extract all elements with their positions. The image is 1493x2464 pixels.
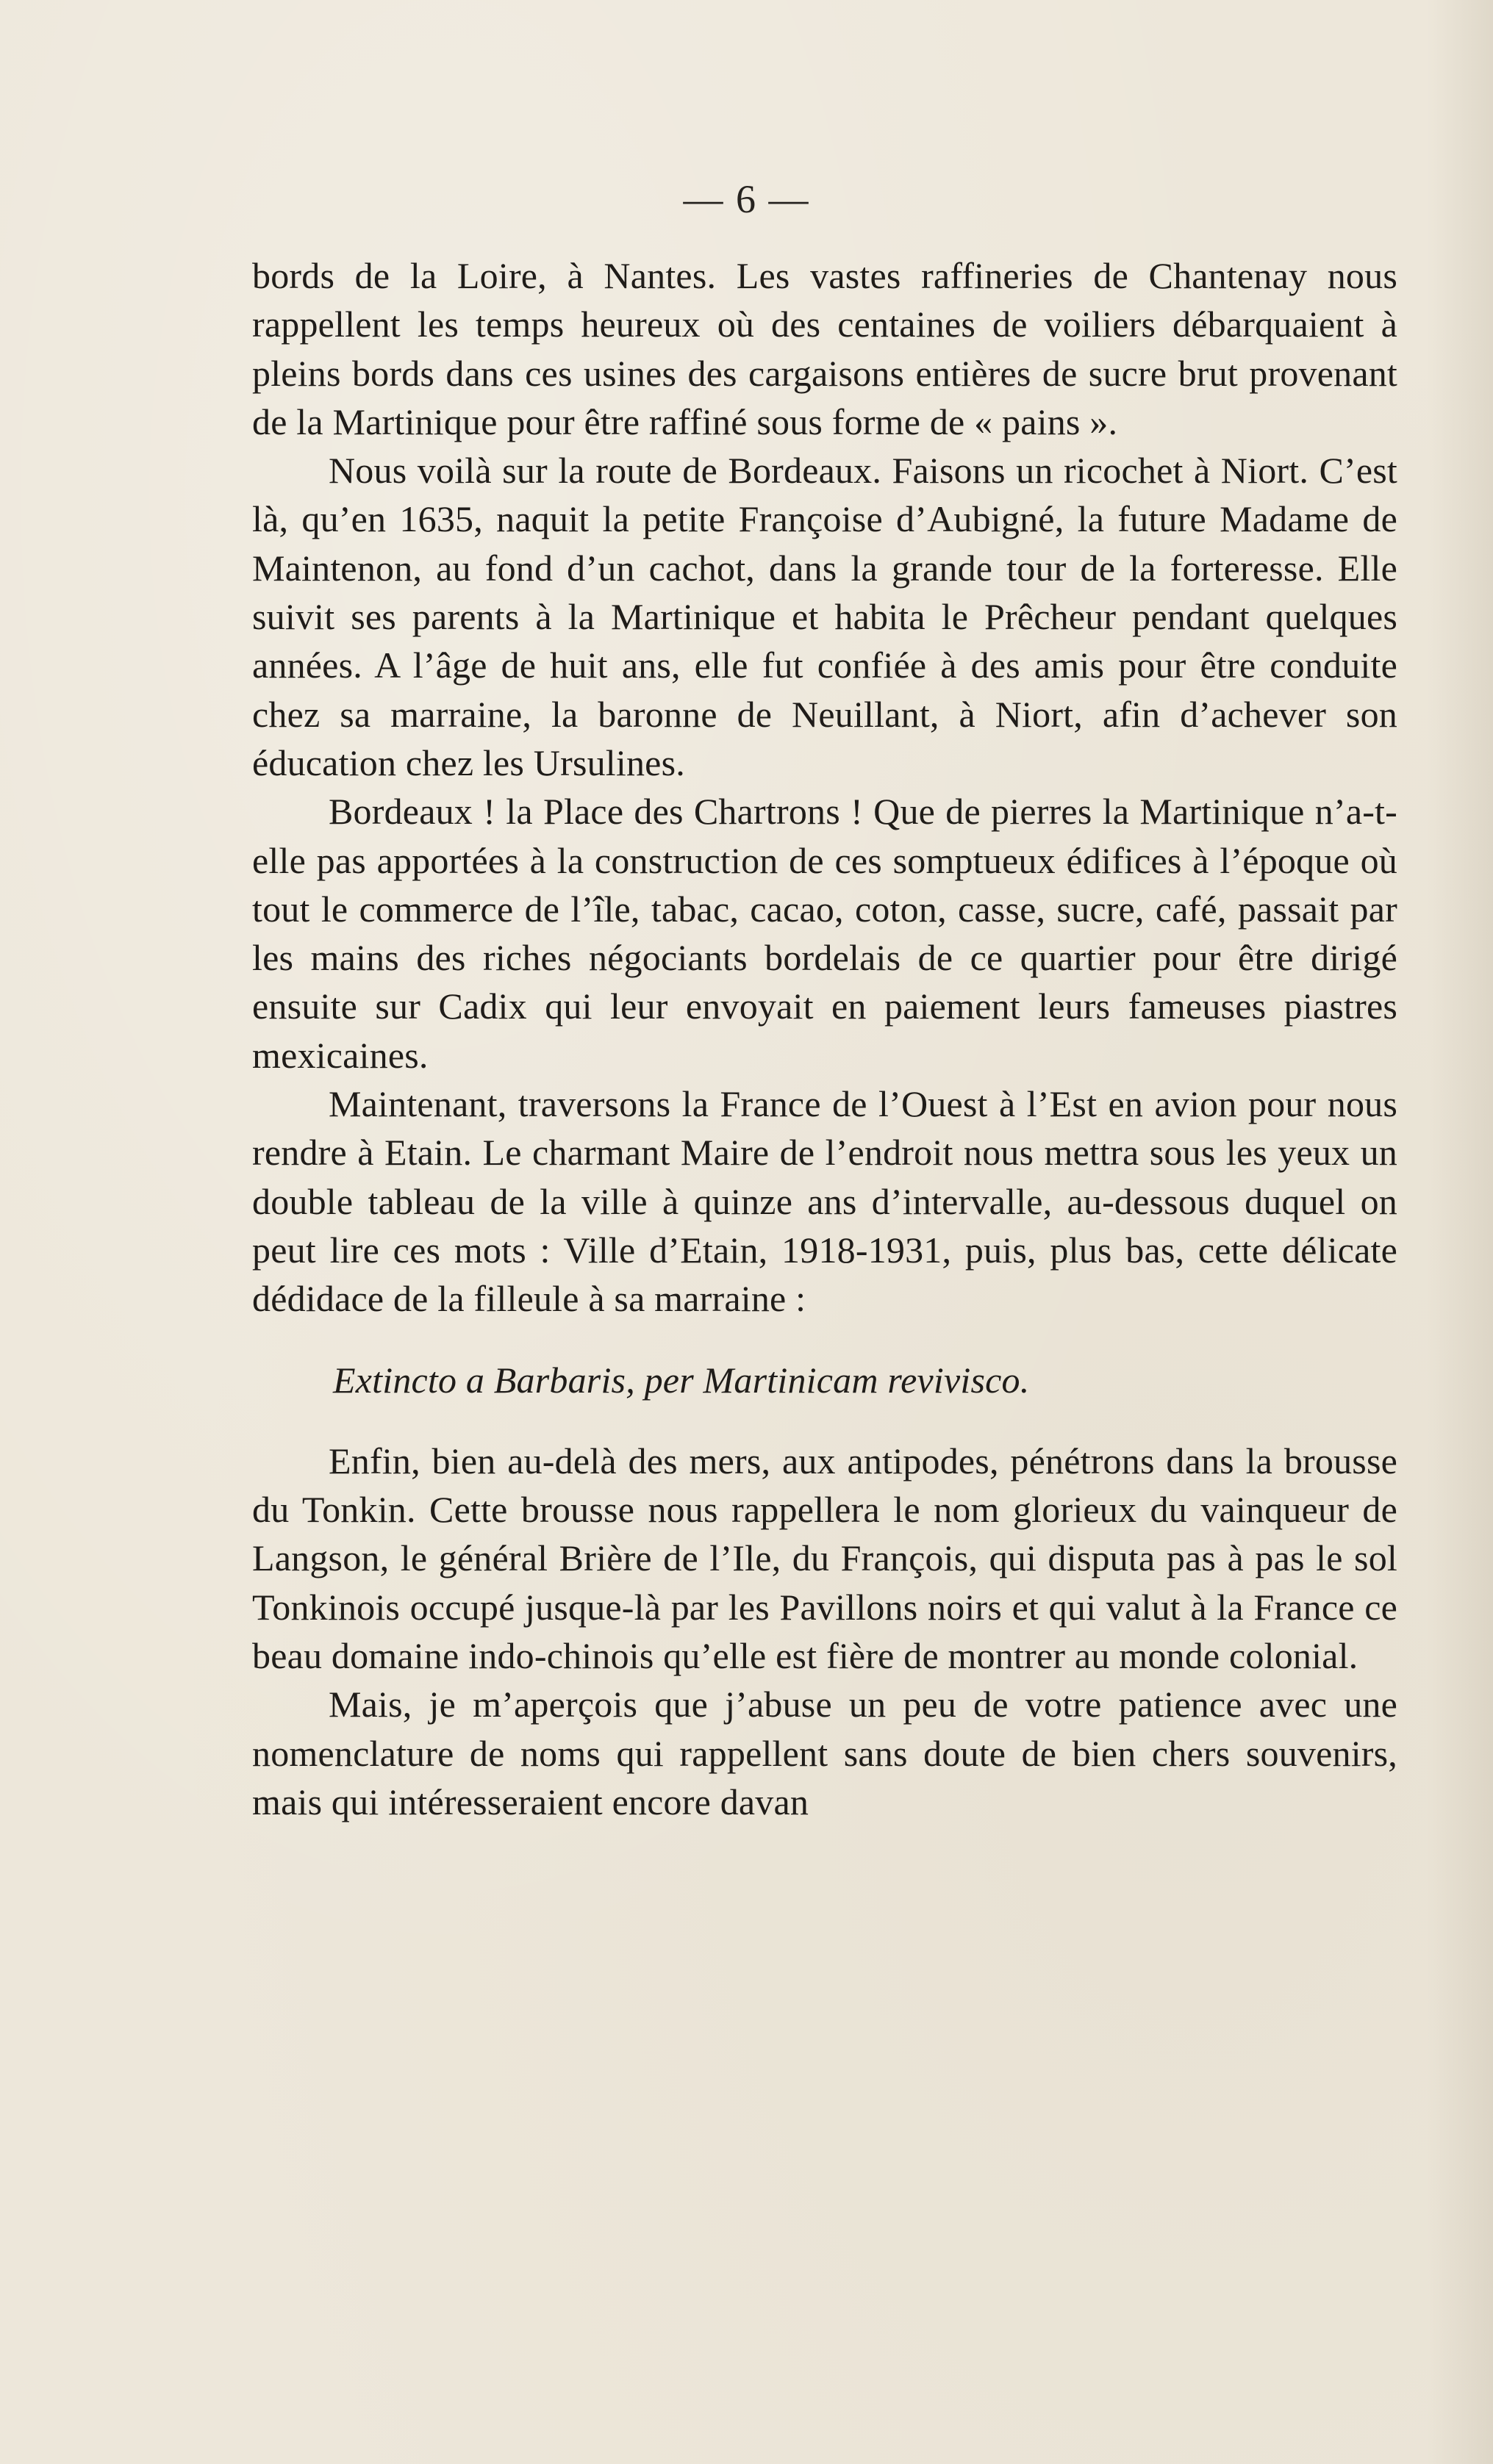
body-text — [252, 251, 1397, 1826]
paragraph-closing: Mais, je m’aperçois que j’abuse un peu de votre patience avec une nomenclature de noms qui rappellent sans doute de bien chers souvenirs, mais qui intéresseraient encore davan — [252, 1684, 1397, 1822]
page-number: — 6 — — [683, 177, 810, 221]
paragraph-niort: Nous voilà sur la route de Bordeaux. Faisons un ricochet à Niort. C’est là, qu’en 1635, naquit la petite Françoise d’Aubigné, la future Madame de Maintenon, au fond d’un cachot, dans la grande tour de la forteresse. Elle suivit ses parents à la Martinique et habita le Prêcheur pendant quelques années. A l’âge de huit ans, elle fut confiée à des amis pour être conduite chez sa marraine, la baronne de Neuillant, à Niort, afin d’achever son éducation chez les Ursulines. — [252, 450, 1397, 783]
paragraph-tonkin: Enfin, bien au-delà des mers, aux antipodes, pénétrons dans la brousse du Tonkin. Cette brousse nous rappellera le nom glorieux du vainqueur de Langson, le général Brière de l’Ile, du François, qui disputa pas à pas le sol Tonkinois occupé jusque-là par les Pavillons noirs et qui valut à la France ce beau domaine indo-chinois qu’elle est fière de montrer au monde colonial. — [252, 1440, 1397, 1677]
paragraph-nantes: bords de la Loire, à Nantes. Les vastes raffineries de Chantenay nous rappellent les temps heureux où des centaines de voiliers débarquaient à pleins bords dans ces usines des cargaisons entières de sucre brut provenant de la Martinique pour être raffiné sous forme de « pains ». — [252, 255, 1397, 442]
page-edge-shadow — [1427, 0, 1493, 2464]
paragraph-etain: Maintenant, traversons la France de l’Ouest à l’Est en avion pour nous rendre à Etain. Le charmant Maire de l’endroit nous mettra sous les yeux un double tableau de la ville à quinze ans d’intervalle, au-dessous duquel on peut lire ces mots : Ville d’Etain, 1918-1931, puis, plus bas, cette délicate dédidace de la filleule à sa marraine : — [252, 1083, 1397, 1320]
latin-quote: Extincto a Barbaris, per Martinicam revivisco. — [333, 1359, 1030, 1401]
paragraph-bordeaux: Bordeaux ! la Place des Chartrons ! Que de pierres la Martinique n’a-t-elle pas apportées à la construction de ces somptueux édifices à l’époque où tout le commerce de l’île, tabac, cacao, coton, casse, sucre, café, passait par les mains des riches négociants bordelais de ce quartier pour être dirigé ensuite sur Cadix qui leur envoyait en paiement leurs fameuses piastres mexicaines. — [252, 791, 1397, 1076]
